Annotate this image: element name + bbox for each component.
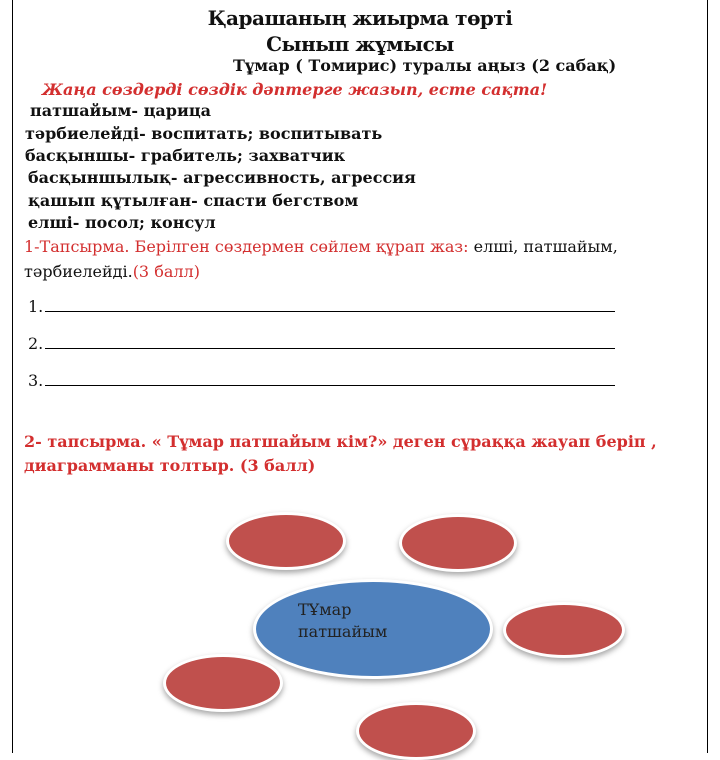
diagram-petal-top-right[interactable] xyxy=(399,514,517,572)
page-subtitle: Сынып жұмысы xyxy=(266,32,454,56)
diagram-petal-top-left[interactable] xyxy=(226,512,346,570)
lesson-topic: Тұмар ( Томирис) туралы аңыз (2 сабақ) xyxy=(233,56,617,75)
answer-blank[interactable] xyxy=(45,373,615,386)
vocab-item: елші- посол; консул xyxy=(28,213,216,232)
answer-blank[interactable] xyxy=(45,336,615,349)
answer-number: 2. xyxy=(28,334,44,353)
answer-line-3[interactable] xyxy=(28,371,615,390)
task1-points: (3 балл) xyxy=(132,262,200,281)
center-label-line2: патшайым xyxy=(298,622,388,641)
task2-instruction: 2- тапсырма. « Тұмар патшайым кім?» деген сұраққа жауап беріп , диаграмманы толтыр. (3 балл) xyxy=(24,432,657,475)
answer-number: 3. xyxy=(28,371,44,390)
diagram-petal-bottom[interactable] xyxy=(356,702,476,760)
page-title: Қарашаның жиырма төрті xyxy=(207,6,513,30)
vocab-item: патшайым- царица xyxy=(30,101,211,120)
diagram-petal-right[interactable] xyxy=(503,602,625,658)
answer-line-2[interactable] xyxy=(28,334,615,353)
vocab-item: басқыншылық- агрессивность, агрессия xyxy=(28,168,416,187)
diagram-petal-bottom-left[interactable] xyxy=(163,654,283,712)
task1-label: 1-Тапсырма. Берілген сөздермен сөйлем құрап жаз: xyxy=(24,237,469,256)
vocab-instruction: Жаңа сөздерді сөздік дәптерге жазып, есте сақта! xyxy=(42,80,548,99)
page-border-left xyxy=(12,0,13,753)
vocab-item: қашып құтылған- спасти бегством xyxy=(28,191,359,210)
center-label-line1: ТҰмар xyxy=(298,600,352,619)
answer-blank[interactable] xyxy=(45,299,615,312)
task1 xyxy=(24,234,704,284)
answer-number: 1. xyxy=(28,297,44,316)
page-border-right xyxy=(707,0,708,753)
task1-words: елші, патшайым, тәрбиелейді. xyxy=(24,237,618,281)
vocab-item: басқыншы- грабитель; захватчик xyxy=(25,146,346,165)
vocab-item: тәрбиелейді- воспитать; воспитывать xyxy=(25,124,383,143)
diagram-center-label xyxy=(298,599,387,643)
answer-line-1[interactable] xyxy=(28,297,615,316)
